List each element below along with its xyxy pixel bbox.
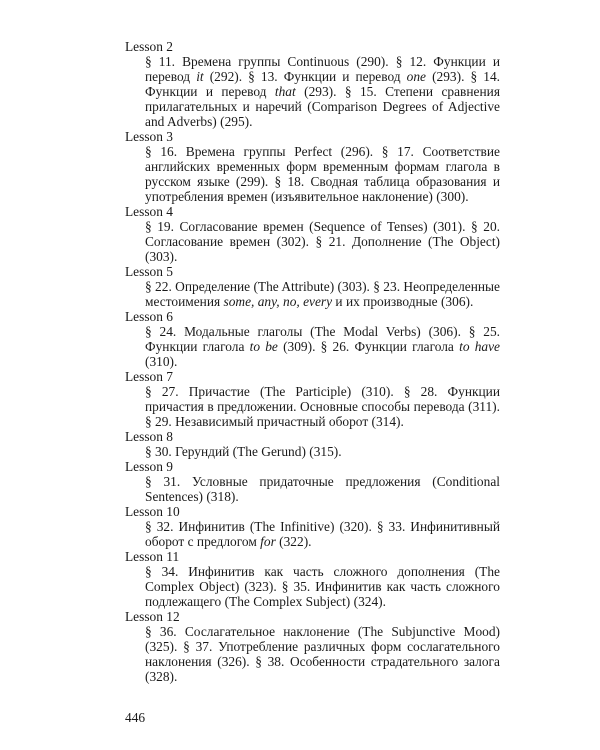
text-segment: (292). § 13. Функции и перевод [203, 69, 407, 84]
text-segment: § 30. Герундий (The Gerund) (315). [145, 444, 342, 459]
text-segment: и их производные (306). [332, 294, 474, 309]
lesson-title: Lesson 11 [125, 549, 180, 564]
lesson-contents [145, 279, 500, 309]
lesson-contents [145, 474, 500, 504]
lesson-title: Lesson 12 [125, 609, 180, 624]
italic-term: one [406, 69, 426, 84]
lesson-contents [145, 384, 500, 429]
lesson-title: Lesson 10 [125, 504, 180, 519]
text-segment: § 16. Времена группы Perfect (296). § 17. Соответствие английских временных форм временным формам глагола в русском языке (299). § 18. Сводная таблица образования и употребления времен (изъявительное наклонение) (300). [145, 144, 500, 204]
lesson-title: Lesson 5 [125, 264, 173, 279]
italic-term: to have [459, 339, 500, 354]
lesson-contents [145, 219, 500, 264]
italic-term: that [274, 84, 296, 99]
text-segment: (293). § 15. Степени сравнения прилагательных и наречий (Comparison Degrees of Adjective and Adverbs) (295). [145, 84, 500, 129]
lesson-title: Lesson 8 [125, 429, 173, 444]
page-number: 446 [125, 710, 146, 725]
text-segment: (310). [145, 354, 178, 369]
lesson-contents [145, 444, 500, 459]
lesson-title: Lesson 2 [125, 39, 173, 54]
italic-term: it [196, 69, 204, 84]
lesson-contents [145, 144, 500, 204]
text-segment: § 31. Условные придаточные предложения (Conditional Sentences) (318). [145, 474, 500, 504]
text-segment: § 27. Причастие (The Participle) (310). § 28. Функции причастия в предложении. Основные способы перевода (311). § 29. Независимый причастный оборот (314). [145, 384, 500, 429]
lesson-contents [145, 624, 500, 684]
lesson-title: Lesson 7 [125, 369, 173, 384]
text-segment: § 32. Инфинитив (The Infinitive) (320). § 33. Инфинитивный оборот с предлогом [145, 519, 500, 549]
lesson-title: Lesson 6 [125, 309, 173, 324]
italic-term: to be [249, 339, 278, 354]
lesson-contents [145, 54, 500, 129]
text-segment: § 19. Согласование времен (Sequence of Tenses) (301). § 20. Согласование времен (302). § 21. Дополнение (The Object) (303). [145, 219, 500, 264]
lesson-contents [145, 564, 500, 609]
italic-term: some, any, no, every [223, 294, 333, 309]
text-segment: (322). [275, 534, 312, 549]
lesson-title: Lesson 9 [125, 459, 173, 474]
lesson-contents [145, 324, 500, 369]
text-segment: § 22. Определение (The Attribute) (303). § 23. Неопределенные местоимения [145, 279, 500, 309]
text-segment: § 36. Сослагательное наклонение (The Subjunctive Mood) (325). § 37. Употребление различных форм сослагательного наклонения (326). § 38. Особенности страдательного залога (328). [145, 624, 500, 684]
lesson-title: Lesson 4 [125, 204, 173, 219]
text-segment: § 11. Времена группы Continuous (290). § 12. Функции и перевод [145, 54, 500, 84]
table-of-contents [125, 39, 500, 684]
lesson-contents [145, 519, 500, 549]
lesson-title: Lesson 3 [125, 129, 173, 144]
text-segment: § 34. Инфинитив как часть сложного дополнения (The Complex Object) (323). § 35. Инфинитив как часть сложного подлежащего (The Complex Subject) (324). [145, 564, 500, 609]
italic-term: for [260, 534, 276, 549]
text-segment: § 24. Модальные глаголы (The Modal Verbs) (306). § 25. Функции глагола [145, 324, 500, 354]
text-segment: (309). § 26. Функции глагола [277, 339, 460, 354]
text-segment: (293). § 14. Функции и перевод [145, 69, 501, 99]
